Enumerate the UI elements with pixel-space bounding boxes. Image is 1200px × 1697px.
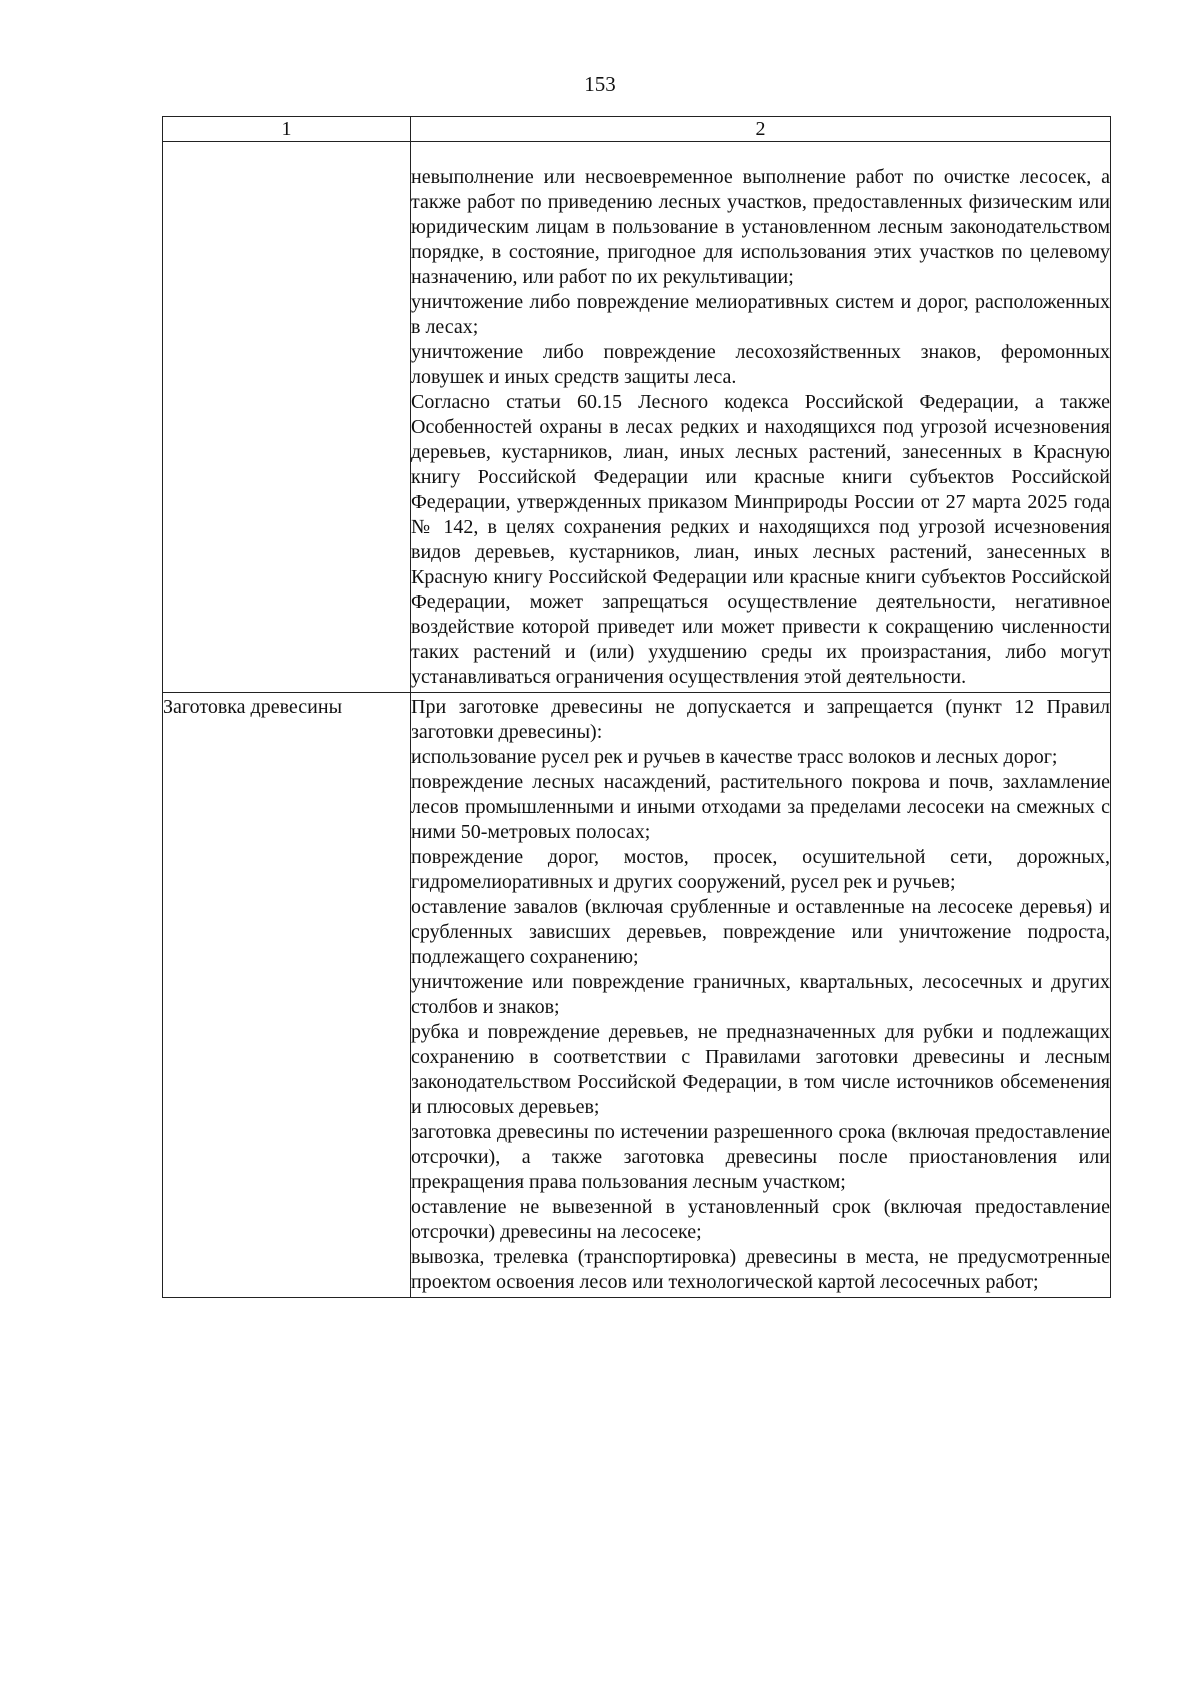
row-category-cell: [163, 142, 411, 693]
paragraph: использование русел рек и ручьев в качестве трасс волоков и лесных дорог;: [411, 746, 1058, 768]
table-header-row: [163, 117, 1111, 142]
paragraph: Согласно статьи 60.15 Лесного кодекса Российской Федерации, а также Особенностей охраны в лесах редких и находящихся под угрозой исчезновения деревьев, кустарников, лиан, иных лесных растений, занесенных в Красную книгу Российской Федерации или красные книги субъектов Российской Федерации, утвержденных приказом Минприроды России от 27 марта 2025 года № 142, в целях сохранения редких и находящихся под угрозой исчезновения видов деревьев, кустарников, лиан, иных лесных растений, занесенных в Красную книгу Российской Федерации или красные книги субъектов Российской Федерации, может запрещаться осуществление деятельности, негативное воздействие которой приведет или может привести к сокращению численности таких растений и (или) ухудшению среды их произрастания, либо могут устанавливаться ограничения осуществления этой деятельности.: [411, 391, 1110, 688]
column-header-2: 2: [411, 117, 1111, 142]
paragraph: вывозка, трелевка (транспортировка) древесины в места, не предусмотренные проектом освоения лесов или технологической картой лесосечных работ;: [411, 1246, 1110, 1293]
paragraph: оставление не вывезенной в установленный срок (включая предоставление отсрочки) древесины на лесосеке;: [411, 1196, 1110, 1243]
paragraph: заготовка древесины по истечении разрешенного срока (включая предоставление отсрочки), а также заготовка древесины после приостановления или прекращения права пользования лесным участком;: [411, 1121, 1110, 1193]
paragraph: невыполнение или несвоевременное выполнение работ по очистке лесосек, а также работ по приведению лесных участков, предоставленных физическим или юридическим лицам в пользование в установленном лесным законодательством порядке, в состояние, пригодное для использования этих участков по целевому назначению, или работ по их рекультивации;: [411, 166, 1110, 288]
row-description-cell: [411, 142, 1111, 693]
table-row: [163, 693, 1111, 1298]
row-category-cell: Заготовка древесины: [163, 693, 411, 1298]
paragraph: рубка и повреждение деревьев, не предназначенных для рубки и подлежащих сохранению в соответствии с Правилами заготовки древесины и лесным законодательством Российской Федерации, в том числе источников обсеменения и плюсовых деревьев;: [411, 1021, 1110, 1118]
row-description-cell: [411, 693, 1111, 1298]
table-row: [163, 142, 1111, 693]
regulations-table: [162, 116, 1111, 1298]
paragraph: уничтожение или повреждение граничных, квартальных, лесосечных и других столбов и знаков;: [411, 971, 1110, 1018]
column-header-1: 1: [163, 117, 411, 142]
paragraph: уничтожение либо повреждение лесохозяйственных знаков, феромонных ловушек и иных средств защиты леса.: [411, 341, 1110, 388]
paragraph: При заготовке древесины не допускается и запрещается (пункт 12 Правил заготовки древесины):: [411, 696, 1110, 743]
paragraph: оставление завалов (включая срубленные и оставленные на лесосеке деревья) и срубленных зависших деревьев, повреждение или уничтожение подроста, подлежащего сохранению;: [411, 896, 1110, 968]
paragraph: уничтожение либо повреждение мелиоративных систем и дорог, расположенных в лесах;: [411, 291, 1110, 338]
page-number: 153: [584, 72, 616, 96]
paragraph: повреждение дорог, мостов, просек, осушительной сети, дорожных, гидромелиоративных и других сооружений, русел рек и ручьев;: [411, 846, 1110, 893]
paragraph: повреждение лесных насаждений, растительного покрова и почв, захламление лесов промышленными и иными отходами за пределами лесосеки на смежных с ними 50-метровых полосах;: [411, 771, 1110, 843]
